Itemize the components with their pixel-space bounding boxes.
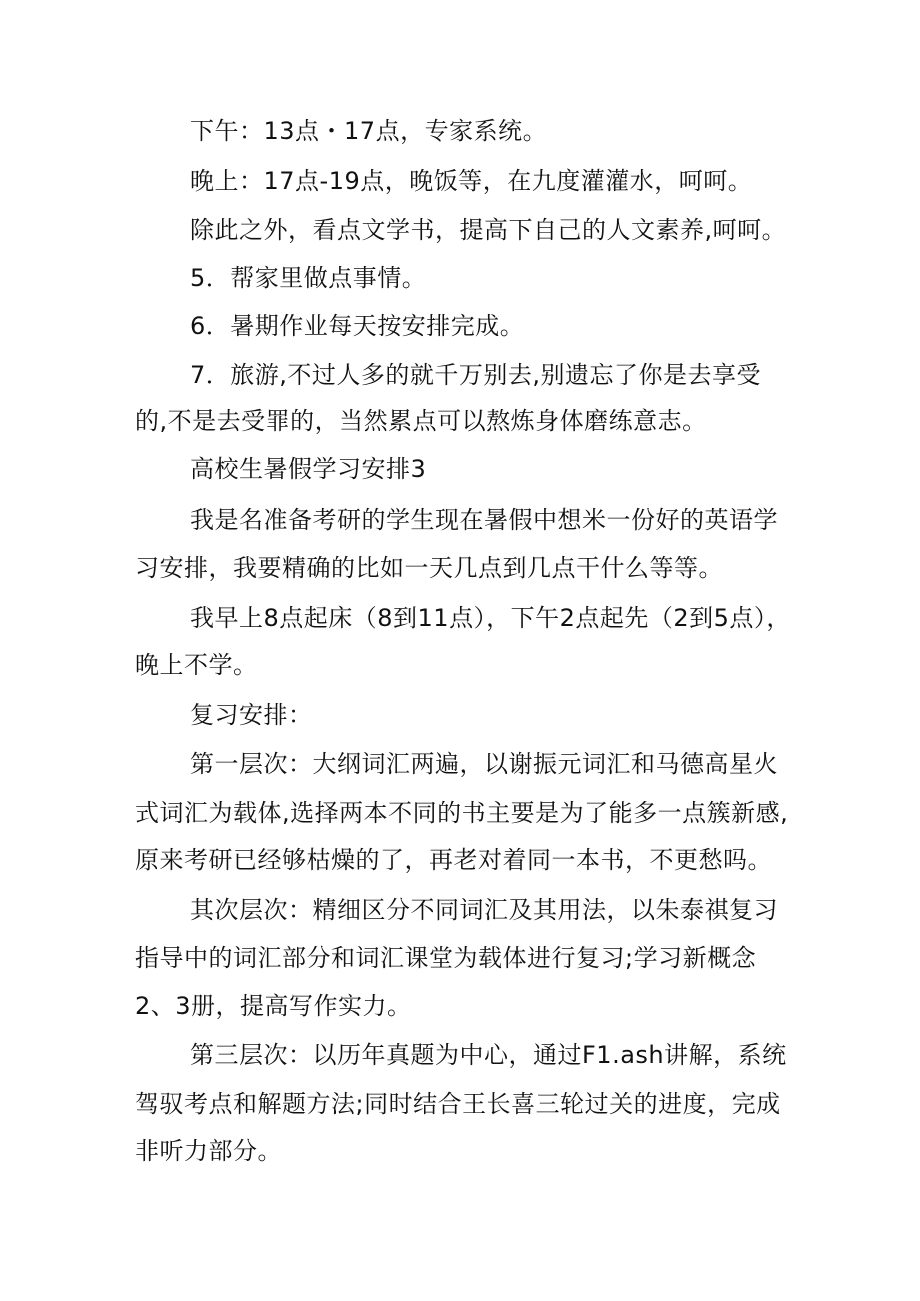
section-heading: 高校生暑假学习安排3	[190, 455, 427, 483]
text-line: 除此之外，看点文学书，提高下自己的人文素养,呵呵。	[190, 216, 787, 244]
text-line: 晚上不学。	[135, 651, 258, 679]
text-line: 我是名准备考研的学生现在暑假中想米一份好的英语学	[190, 506, 778, 534]
text-line: 2、3册，提高写作实力。	[135, 992, 412, 1020]
list-item-6: 6．暑期作业每天按安排完成。	[190, 312, 525, 340]
text-line: 原来考研已经够枯燥的了，再老对着同一本书，不更愁吗。	[135, 846, 772, 874]
text-line: 习安排，我要精确的比如一天几点到几点干什么等等。	[135, 554, 723, 582]
text-line: 复习安排：	[190, 701, 313, 729]
list-item-7: 7．旅游,不过人多的就千万别去,别遗忘了你是去享受	[190, 361, 762, 389]
text-line: 第三层次：以历年真题为中心，通过F1.ash讲解，系统	[190, 1041, 787, 1069]
text-line: 式词汇为载体,选择两本不同的书主要是为了能多一点簇新感,	[135, 799, 789, 827]
text-line: 驾驭考点和解题方法;同时结合王长喜三轮过关的进度，完成	[135, 1090, 781, 1118]
text-line: 非听力部分。	[135, 1137, 282, 1165]
text-line: 晚上：17点-19点，晚饭等，在九度灌灌水，呵呵。	[190, 167, 753, 195]
text-line: 第一层次：大纲词汇两遍，以谢振元词汇和马德高星火	[190, 750, 778, 778]
text-line: 其次层次：精细区分不同词汇及其用法，以朱泰祺复习	[190, 896, 778, 924]
text-line: 下午：13点・17点，专家系统。	[190, 117, 548, 145]
text-line: 指导中的词汇部分和词汇课堂为载体进行复习;学习新概念	[135, 944, 757, 972]
text-line: 的,不是去受罪的，当然累点可以熬炼身体磨练意志。	[135, 407, 707, 435]
text-line: 我早上8点起床（8到11点），下午2点起先（2到5点），	[190, 604, 791, 632]
list-item-5: 5．帮家里做点事情。	[190, 264, 427, 292]
